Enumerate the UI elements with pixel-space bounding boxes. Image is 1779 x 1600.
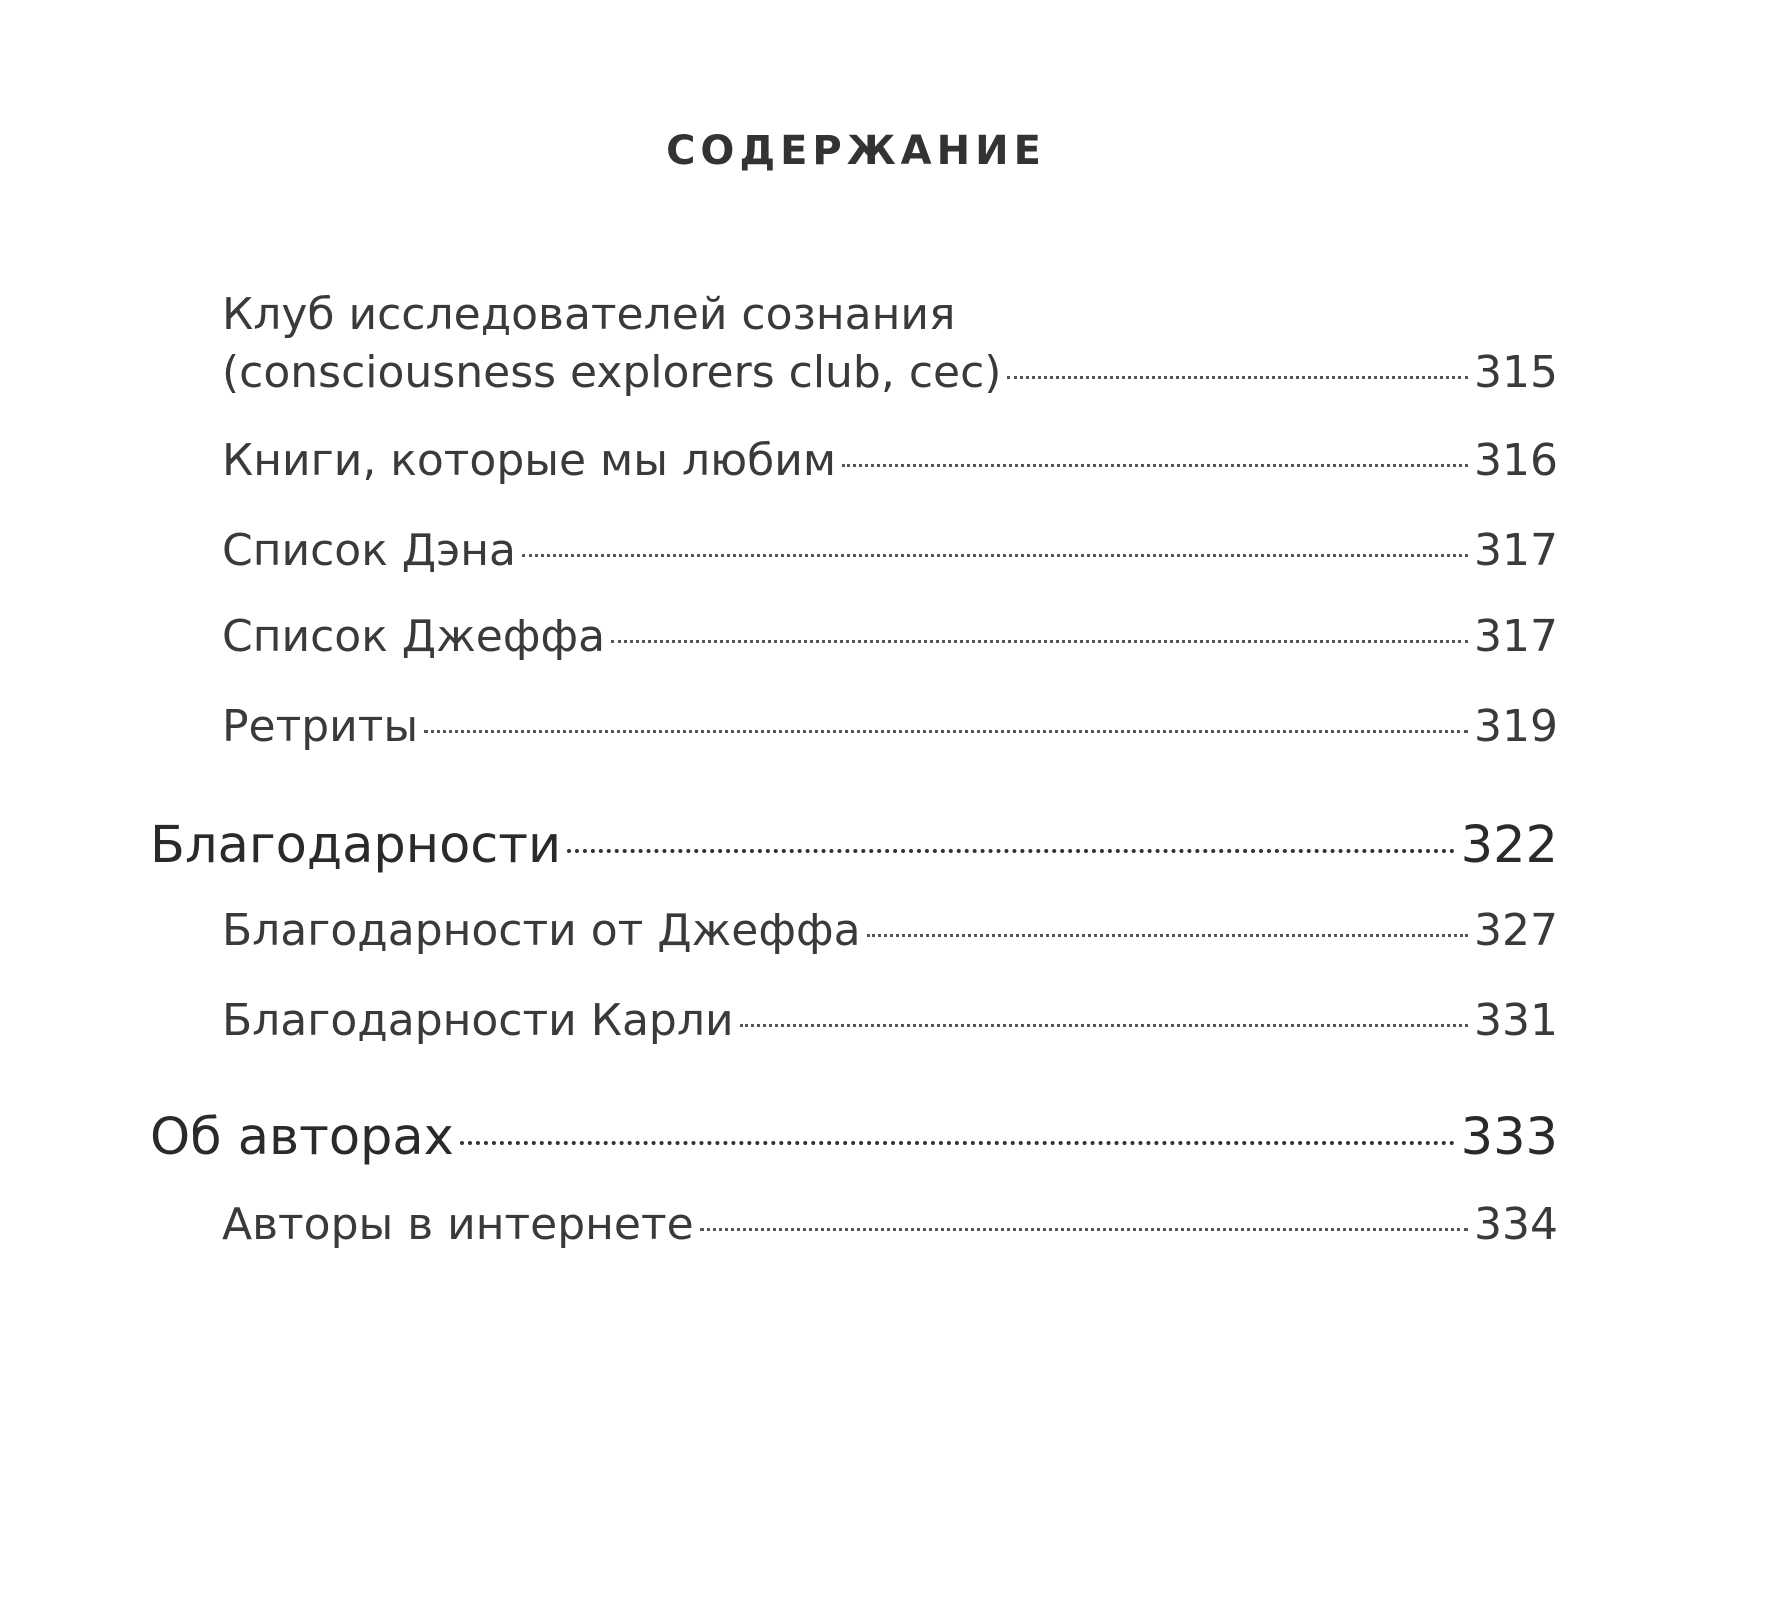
- toc-entry: [222, 992, 1558, 1050]
- leader-dots: [1007, 376, 1468, 379]
- toc-entry-title: Благодарности Карли: [222, 995, 734, 1046]
- toc-entry-page: 331: [1474, 995, 1558, 1046]
- toc-entry-page: 327: [1474, 905, 1558, 956]
- toc-entry-line2: [222, 344, 1558, 402]
- toc-entry-page: 334: [1474, 1199, 1558, 1250]
- toc-chapter-title: Об авторах: [150, 1108, 454, 1167]
- toc-entry-page: 316: [1474, 435, 1558, 486]
- toc-entry-title: Список Джеффа: [222, 611, 606, 662]
- toc-entry-title: Благодарности от Джеффа: [222, 905, 861, 956]
- toc-entry-title: Список Дэна: [222, 525, 517, 576]
- leader-dots: [460, 1141, 1455, 1145]
- toc-entry-title: Ретриты: [222, 701, 419, 752]
- toc-chapter: [150, 814, 1558, 878]
- toc-entry-page: 317: [1474, 611, 1558, 662]
- toc-entry: [222, 522, 1558, 580]
- toc-entry-page: 319: [1474, 701, 1558, 752]
- toc-entry-page: 315: [1474, 347, 1558, 398]
- leader-dots: [522, 554, 1468, 557]
- toc-entry: [222, 432, 1558, 490]
- page-title: СОДЕРЖАНИЕ: [666, 128, 1046, 174]
- toc-entry-consciousness-club: [222, 286, 1558, 402]
- toc-entry-title: Книги, которые мы любим: [222, 435, 837, 486]
- toc-entry-title: (consciousness explorers club, cec): [222, 347, 1002, 398]
- leader-dots: [740, 1024, 1468, 1027]
- toc-entry-page: 317: [1474, 525, 1558, 576]
- leader-dots: [424, 730, 1468, 733]
- leader-dots: [842, 464, 1468, 467]
- toc-entry: [222, 902, 1558, 960]
- toc-entry-title: Клуб исследователей сознания: [222, 289, 956, 340]
- toc-entry: [222, 608, 1558, 666]
- toc-chapter-page: 322: [1460, 816, 1558, 875]
- toc-chapter-page: 333: [1460, 1108, 1558, 1167]
- toc-entry-line1: [222, 286, 1558, 344]
- leader-dots: [867, 934, 1468, 937]
- toc-entry: [222, 698, 1558, 756]
- toc-chapter-title: Благодарности: [150, 816, 562, 875]
- toc-entry: [222, 1196, 1558, 1254]
- toc-chapter: [150, 1106, 1558, 1170]
- leader-dots: [700, 1228, 1468, 1231]
- leader-dots: [567, 849, 1454, 853]
- toc-entry-title: Авторы в интернете: [222, 1199, 694, 1250]
- leader-dots: [611, 640, 1468, 643]
